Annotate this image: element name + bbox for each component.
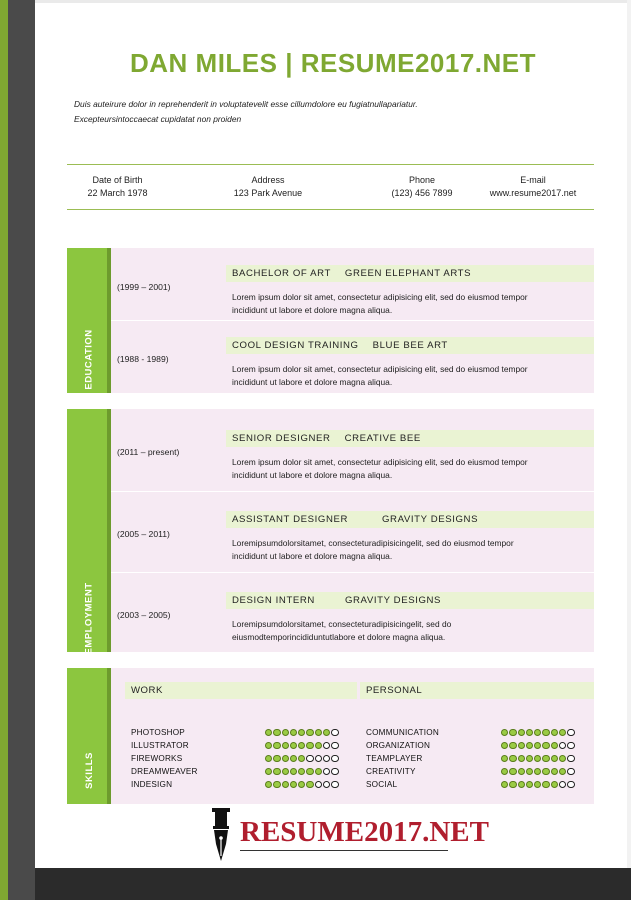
rating-dot-filled-icon: [518, 768, 525, 775]
rating-dot-filled-icon: [298, 755, 305, 762]
rating-dot-filled-icon: [534, 742, 541, 749]
rating-dot-empty-icon: [323, 742, 330, 749]
address-label: Address: [251, 175, 285, 185]
rating-dot-filled-icon: [265, 781, 272, 788]
rating-dot-filled-icon: [315, 729, 322, 736]
skills-work-heading: WORK: [125, 682, 357, 699]
rating-dot-filled-icon: [273, 742, 280, 749]
skills-title-text: SKILLS: [83, 752, 95, 789]
employment-title-text: EMPLOYMENT: [83, 582, 95, 655]
rating-dot-filled-icon: [534, 755, 541, 762]
rating-dot-filled-icon: [273, 729, 280, 736]
rating-dot-empty-icon: [331, 781, 338, 788]
dob-value: 22 March 1978: [87, 188, 148, 198]
rating-dot-filled-icon: [551, 768, 558, 775]
rating-dot-filled-icon: [501, 742, 508, 749]
skill-name: ORGANIZATION: [366, 741, 431, 750]
rating-dot-filled-icon: [282, 729, 289, 736]
skill-rating: [501, 781, 575, 788]
rating-dot-filled-icon: [551, 729, 558, 736]
rating-dot-filled-icon: [282, 781, 289, 788]
skill-name: PHOTOSHOP: [131, 728, 185, 737]
entry-text-line: Lorem ipsum dolor sit amet, consectetur adipisicing elit, sed do eiusmod tempor: [232, 292, 528, 302]
row-divider: [111, 320, 594, 321]
entry-org: GRAVITY DESIGNS: [344, 595, 442, 606]
phone-value: (123) 456 7899: [391, 188, 453, 198]
intro-line-2: Excepteursintoccaecat cupidatat non proiden: [74, 114, 242, 124]
rating-dot-filled-icon: [282, 755, 289, 762]
contact-top-divider: [67, 164, 594, 165]
rating-dot-filled-icon: [290, 755, 297, 762]
contact-bottom-divider: [67, 209, 594, 210]
rating-dot-filled-icon: [551, 781, 558, 788]
rating-dot-filled-icon: [265, 742, 272, 749]
entry-role: COOL DESIGN TRAINING: [232, 340, 359, 351]
email-value[interactable]: www.resume2017.net: [489, 188, 577, 198]
left-dark-bar: [8, 0, 35, 900]
skill-name: TEAMPLAYER: [366, 754, 423, 763]
skill-rating: [265, 729, 339, 736]
entry-text-line: incididunt ut labore et dolore magna aliqua.: [232, 305, 393, 315]
rating-dot-filled-icon: [265, 768, 272, 775]
rating-dot-filled-icon: [290, 781, 297, 788]
rating-dot-empty-icon: [331, 729, 338, 736]
entry-role: DESIGN INTERN: [232, 595, 315, 606]
employment-date: (2005 – 2011): [117, 529, 170, 539]
rating-dot-filled-icon: [298, 729, 305, 736]
logo-underline: [240, 850, 448, 851]
rating-dot-filled-icon: [290, 742, 297, 749]
education-entry-heading: [226, 265, 594, 282]
rating-dot-filled-icon: [542, 755, 549, 762]
rating-dot-filled-icon: [298, 768, 305, 775]
top-edge: [35, 0, 631, 3]
intro-line-1: Duis auteirure dolor in reprehenderit in voluptatevelit esse cillumdolore eu fugiatnullapariatur.: [74, 99, 418, 109]
rating-dot-filled-icon: [526, 768, 533, 775]
education-title: [67, 248, 111, 393]
rating-dot-filled-icon: [526, 755, 533, 762]
rating-dot-filled-icon: [290, 768, 297, 775]
rating-dot-filled-icon: [273, 768, 280, 775]
entry-role: ASSISTANT DESIGNER: [232, 514, 348, 525]
rating-dot-filled-icon: [534, 768, 541, 775]
rating-dot-filled-icon: [551, 755, 558, 762]
skill-rating: [501, 768, 575, 775]
row-divider: [111, 491, 594, 492]
employment-entry-heading: [226, 511, 594, 528]
entry-role: SENIOR DESIGNER: [232, 433, 331, 444]
entry-org: GRAVITY DESIGNS: [382, 514, 479, 525]
rating-dot-empty-icon: [331, 768, 338, 775]
skills-title: [67, 668, 111, 804]
employment-entry-heading: [226, 430, 594, 447]
rating-dot-empty-icon: [306, 755, 313, 762]
resume-logo: [210, 808, 489, 863]
rating-dot-empty-icon: [567, 729, 574, 736]
rating-dot-filled-icon: [501, 768, 508, 775]
rating-dot-filled-icon: [501, 755, 508, 762]
skill-rating: [265, 781, 339, 788]
rating-dot-filled-icon: [290, 729, 297, 736]
rating-dot-filled-icon: [306, 781, 313, 788]
rating-dot-empty-icon: [567, 742, 574, 749]
skill-name: INDESIGN: [131, 780, 173, 789]
employment-entry-heading: [226, 592, 594, 609]
rating-dot-filled-icon: [282, 742, 289, 749]
entry-org: CREATIVE BEE: [344, 433, 421, 444]
rating-dot-filled-icon: [509, 755, 516, 762]
skill-rating: [265, 755, 339, 762]
skill-name: COMMUNICATION: [366, 728, 439, 737]
rating-dot-filled-icon: [273, 781, 280, 788]
rating-dot-filled-icon: [518, 729, 525, 736]
entry-org: BLUE BEE ART: [372, 340, 448, 351]
contact-address: [212, 174, 324, 200]
bottom-dark-bar: [35, 868, 631, 900]
rating-dot-filled-icon: [518, 781, 525, 788]
rating-dot-empty-icon: [323, 755, 330, 762]
skill-rating: [501, 729, 575, 736]
rating-dot-empty-icon: [567, 755, 574, 762]
employment-entry-text: [232, 618, 592, 644]
email-label: E-mail: [520, 175, 546, 185]
rating-dot-filled-icon: [534, 729, 541, 736]
employment-entry-text: [232, 537, 592, 563]
rating-dot-filled-icon: [282, 768, 289, 775]
education-section: [67, 248, 594, 393]
dob-label: Date of Birth: [92, 175, 143, 185]
contact-email: [478, 174, 588, 200]
entry-text-line: eiusmodtemporincididuntutlabore et dolore magna aliqua.: [232, 632, 446, 642]
rating-dot-filled-icon: [323, 729, 330, 736]
employment-entry-text: [232, 456, 592, 482]
contact-dob: [70, 174, 165, 200]
skill-rating: [265, 768, 339, 775]
rating-dot-filled-icon: [306, 742, 313, 749]
rating-dot-filled-icon: [273, 755, 280, 762]
entry-text-line: incididunt ut labore et dolore magna aliqua.: [232, 470, 393, 480]
rating-dot-filled-icon: [526, 742, 533, 749]
rating-dot-filled-icon: [551, 742, 558, 749]
rating-dot-filled-icon: [501, 781, 508, 788]
rating-dot-filled-icon: [542, 742, 549, 749]
entry-text-line: Lorem ipsum dolor sit amet, consectetur adipisicing elit, sed do eiusmod tempor: [232, 457, 528, 467]
rating-dot-empty-icon: [567, 768, 574, 775]
entry-role: BACHELOR OF ART: [232, 268, 331, 279]
entry-text-line: incididunt ut labore et dolore magna aliqua.: [232, 377, 393, 387]
rating-dot-filled-icon: [542, 781, 549, 788]
entry-text-line: Loremipsumdolorsitamet, consecteturadipisicingelit, sed do eiusmod tempor: [232, 538, 514, 548]
logo-text: RESUME2017.NET: [240, 816, 489, 848]
right-edge: [627, 0, 631, 868]
entry-org: GREEN ELEPHANT ARTS: [344, 268, 472, 279]
rating-dot-filled-icon: [542, 768, 549, 775]
rating-dot-filled-icon: [559, 755, 566, 762]
rating-dot-empty-icon: [315, 781, 322, 788]
skill-name: ILLUSTRATOR: [131, 741, 189, 750]
entry-text-line: Loremipsumdolorsitamet, consecteturadipisicingelit, sed do: [232, 619, 452, 629]
rating-dot-empty-icon: [315, 755, 322, 762]
rating-dot-filled-icon: [509, 742, 516, 749]
skill-name: DREAMWEAVER: [131, 767, 198, 776]
employment-section: [67, 409, 594, 655]
skills-personal-heading: PERSONAL: [360, 682, 594, 699]
rating-dot-filled-icon: [298, 781, 305, 788]
contact-phone: [378, 174, 466, 200]
education-entry-heading: [226, 337, 594, 354]
education-title-text: EDUCATION: [83, 329, 95, 390]
rating-dot-filled-icon: [518, 742, 525, 749]
rating-dot-filled-icon: [534, 781, 541, 788]
rating-dot-filled-icon: [526, 729, 533, 736]
address-value: 123 Park Avenue: [233, 188, 303, 198]
skill-name: SOCIAL: [366, 780, 398, 789]
rating-dot-empty-icon: [323, 768, 330, 775]
skill-rating: [265, 742, 339, 749]
skill-rating: [501, 755, 575, 762]
rating-dot-filled-icon: [509, 729, 516, 736]
education-date: (1988 - 1989): [117, 354, 169, 364]
skill-name: CREATIVITY: [366, 767, 416, 776]
education-date: (1999 – 2001): [117, 282, 171, 292]
intro-text: [74, 97, 534, 127]
employment-date: (2003 – 2005): [117, 610, 171, 620]
rating-dot-empty-icon: [331, 755, 338, 762]
rating-dot-empty-icon: [323, 781, 330, 788]
rating-dot-filled-icon: [559, 729, 566, 736]
education-entry-text: [232, 363, 592, 389]
left-accent-stripe: [0, 0, 8, 900]
rating-dot-empty-icon: [559, 742, 566, 749]
rating-dot-filled-icon: [518, 755, 525, 762]
rating-dot-empty-icon: [567, 781, 574, 788]
rating-dot-filled-icon: [501, 729, 508, 736]
employment-date: (2011 – present): [117, 447, 180, 457]
rating-dot-filled-icon: [315, 742, 322, 749]
skill-rating: [501, 742, 575, 749]
entry-text-line: Lorem ipsum dolor sit amet, consectetur adipisicing elit, sed do eiusmod tempor: [232, 364, 528, 374]
fountain-pen-icon: [210, 808, 232, 863]
rating-dot-filled-icon: [315, 768, 322, 775]
rating-dot-filled-icon: [526, 781, 533, 788]
employment-title: [67, 409, 111, 655]
rating-dot-filled-icon: [298, 742, 305, 749]
rating-dot-filled-icon: [509, 781, 516, 788]
resume-name-title: DAN MILES | RESUME2017.NET: [129, 48, 537, 78]
education-entry-text: [232, 291, 592, 317]
rating-dot-filled-icon: [306, 768, 313, 775]
rating-dot-empty-icon: [331, 742, 338, 749]
rating-dot-filled-icon: [306, 729, 313, 736]
skills-section: [67, 668, 594, 804]
rating-dot-filled-icon: [509, 768, 516, 775]
rating-dot-filled-icon: [542, 729, 549, 736]
rating-dot-filled-icon: [265, 755, 272, 762]
rating-dot-filled-icon: [559, 768, 566, 775]
row-divider: [111, 572, 594, 573]
skill-name: FIREWORKS: [131, 754, 183, 763]
rating-dot-filled-icon: [265, 729, 272, 736]
entry-text-line: incididunt ut labore et dolore magna aliqua.: [232, 551, 393, 561]
phone-label: Phone: [408, 175, 436, 185]
rating-dot-empty-icon: [559, 781, 566, 788]
